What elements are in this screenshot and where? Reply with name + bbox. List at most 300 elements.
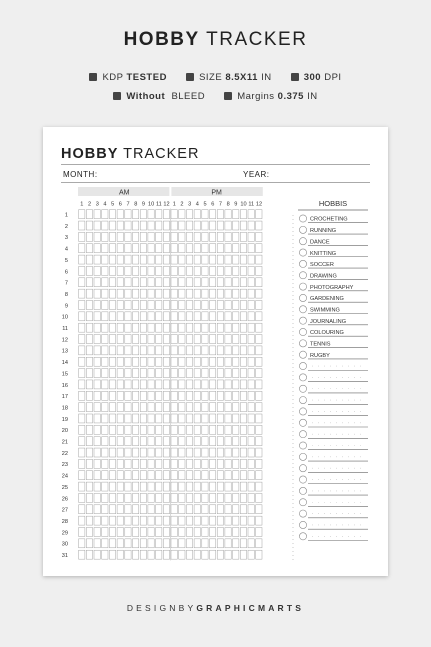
grid-cell	[163, 369, 169, 378]
grid-cell	[217, 437, 223, 446]
grid-cell	[256, 289, 262, 298]
grid-cell	[256, 437, 262, 446]
grid-cell	[94, 448, 100, 457]
grid-cell	[109, 380, 115, 389]
grid-cell	[148, 346, 154, 355]
grid-cell	[133, 437, 139, 446]
grid-cell	[163, 550, 169, 559]
grid-cell	[171, 425, 177, 434]
grid-cell	[179, 346, 185, 355]
day-label: 30	[61, 541, 68, 548]
grid-cell	[233, 414, 239, 423]
grid-cell	[117, 482, 123, 491]
grid-cell	[117, 278, 123, 287]
grid-cell	[117, 335, 123, 344]
grid-cell	[233, 346, 239, 355]
grid-cell	[86, 301, 92, 310]
grid-cell	[79, 323, 85, 332]
hour-label: 8	[134, 201, 138, 208]
grid-cell	[179, 391, 185, 400]
grid-cell	[94, 232, 100, 241]
grid-cell	[225, 528, 231, 537]
grid-cell	[94, 369, 100, 378]
grid-cell	[163, 232, 169, 241]
grid-cell	[194, 437, 200, 446]
hour-label: 5	[203, 201, 207, 208]
grid-cell	[186, 516, 192, 525]
grid-cell	[248, 232, 254, 241]
grid-cell	[210, 335, 216, 344]
grid-cell	[233, 539, 239, 548]
grid-cell	[148, 221, 154, 230]
grid-cell	[125, 232, 131, 241]
day-label: 29	[61, 530, 68, 537]
grid-cell	[233, 528, 239, 537]
grid-cell	[117, 448, 123, 457]
grid-cell	[133, 380, 139, 389]
grid-cell	[186, 414, 192, 423]
grid-cell	[102, 516, 108, 525]
grid-cell	[210, 369, 216, 378]
hour-label: 5	[111, 201, 115, 208]
grid-cell	[86, 335, 92, 344]
grid-cell	[194, 493, 200, 502]
day-label: 8	[64, 291, 68, 298]
grid-cell	[186, 505, 192, 514]
grid-cell	[217, 471, 223, 480]
grid-cell	[179, 528, 185, 537]
grid-cell	[217, 539, 223, 548]
grid-cell	[217, 380, 223, 389]
day-label: 3	[64, 235, 68, 242]
grid-cell	[156, 550, 162, 559]
grid-cell	[125, 459, 131, 468]
grid-cell	[240, 244, 246, 253]
grid-cell	[117, 493, 123, 502]
grid-cell	[102, 312, 108, 321]
grid-cell	[225, 335, 231, 344]
grid-cell	[256, 221, 262, 230]
grid-cell	[186, 403, 192, 412]
grid-cell	[171, 493, 177, 502]
grid-cell	[248, 459, 254, 468]
day-label: 13	[61, 348, 68, 355]
grid-cell	[133, 255, 139, 264]
grid-cell	[179, 232, 185, 241]
grid-cell	[233, 221, 239, 230]
hobby-label: CROCHETING	[310, 216, 348, 223]
grid-cell	[148, 278, 154, 287]
hobby-checkbox-icon	[299, 487, 306, 494]
grid-cell	[171, 505, 177, 514]
grid-cell	[86, 255, 92, 264]
grid-cell	[86, 312, 92, 321]
grid-cell	[163, 459, 169, 468]
hobby-checkbox-icon	[299, 272, 306, 279]
hobby-checkbox-icon	[299, 521, 306, 528]
grid-cell	[117, 232, 123, 241]
grid-cell	[171, 391, 177, 400]
grid-cell	[117, 210, 123, 219]
grid-cell	[233, 448, 239, 457]
hobby-checkbox-icon	[299, 385, 306, 392]
grid-cell	[210, 221, 216, 230]
grid-cell	[125, 391, 131, 400]
grid-cell	[133, 312, 139, 321]
day-label: 15	[61, 371, 68, 378]
grid-cell	[117, 380, 123, 389]
grid-cell	[156, 425, 162, 434]
grid-cell	[256, 357, 262, 366]
grid-cell	[225, 221, 231, 230]
hobby-checkbox-icon	[299, 294, 306, 301]
day-label: 12	[61, 337, 68, 344]
grid-cell	[240, 210, 246, 219]
grid-cell	[225, 244, 231, 253]
grid-cell	[202, 301, 208, 310]
grid-cell	[194, 312, 200, 321]
hobby-checkbox-icon	[299, 465, 306, 472]
grid-cell	[109, 244, 115, 253]
grid-cell	[140, 414, 146, 423]
spec-margins	[224, 91, 317, 102]
grid-cell	[248, 210, 254, 219]
grid-cell	[240, 312, 246, 321]
grid-cell	[210, 539, 216, 548]
grid-cell	[256, 380, 262, 389]
grid-cell	[102, 210, 108, 219]
grid-cell	[163, 448, 169, 457]
grid-cell	[140, 346, 146, 355]
grid-cell	[156, 278, 162, 287]
grid-cell	[233, 312, 239, 321]
grid-cell	[79, 539, 85, 548]
grid-cell	[79, 448, 85, 457]
hobby-checkbox-icon	[299, 431, 306, 438]
grid-cell	[179, 278, 185, 287]
grid-cell	[217, 335, 223, 344]
grid-cell	[240, 493, 246, 502]
grid-cell	[109, 391, 115, 400]
grid-cell	[179, 539, 185, 548]
hour-label: 6	[211, 201, 215, 208]
grid-cell	[217, 493, 223, 502]
grid-cell	[202, 550, 208, 559]
grid-cell	[240, 232, 246, 241]
hobby-label: DANCE	[310, 239, 330, 246]
grid-cell	[117, 539, 123, 548]
grid-cell	[140, 471, 146, 480]
grid-cell	[186, 244, 192, 253]
grid-cell	[156, 255, 162, 264]
grid-cell	[148, 482, 154, 491]
grid-cell	[171, 335, 177, 344]
grid-cell	[109, 357, 115, 366]
hobby-checkbox-icon	[299, 215, 306, 222]
grid-cell	[79, 505, 85, 514]
footer-bold: GRAPHICMARTS	[196, 603, 305, 613]
grid-cell	[225, 301, 231, 310]
grid-cell	[125, 278, 131, 287]
hobby-checkbox-icon	[299, 306, 306, 313]
grid-cell	[210, 255, 216, 264]
grid-cell	[186, 210, 192, 219]
grid-cell	[148, 357, 154, 366]
grid-cell	[109, 516, 115, 525]
grid-cell	[233, 357, 239, 366]
grid-cell	[163, 414, 169, 423]
hobby-checkbox-icon	[299, 476, 306, 483]
grid-cell	[148, 391, 154, 400]
day-label: 5	[64, 257, 68, 264]
grid-cell	[186, 380, 192, 389]
grid-cell	[148, 471, 154, 480]
day-label: 28	[61, 518, 68, 525]
grid-cell	[125, 403, 131, 412]
day-label: 27	[61, 507, 68, 514]
grid-cell	[163, 335, 169, 344]
grid-cell	[117, 459, 123, 468]
hobby-label: SWIMMING	[310, 307, 340, 314]
grid-cell	[125, 289, 131, 298]
grid-cell	[163, 471, 169, 480]
grid-cell	[202, 505, 208, 514]
grid-cell	[109, 289, 115, 298]
grid-cell	[225, 482, 231, 491]
grid-cell	[163, 278, 169, 287]
grid-cell	[133, 244, 139, 253]
day-label: 11	[62, 326, 68, 332]
grid-cell	[148, 335, 154, 344]
grid-cell	[217, 482, 223, 491]
grid-cell	[94, 539, 100, 548]
grid-cell	[210, 232, 216, 241]
grid-cell	[217, 425, 223, 434]
sheet-title-light: TRACKER	[123, 146, 200, 162]
hobby-checkbox-icon	[299, 374, 306, 381]
month-label: MONTH:	[63, 170, 98, 179]
grid-cell	[148, 289, 154, 298]
grid-cell	[86, 414, 92, 423]
grid-cell	[148, 312, 154, 321]
grid-cell	[171, 437, 177, 446]
grid-cell	[140, 448, 146, 457]
grid-cell	[186, 301, 192, 310]
grid-cell	[156, 380, 162, 389]
grid-cell	[194, 335, 200, 344]
grid-cell	[86, 210, 92, 219]
hobby-checkbox-icon	[299, 442, 306, 449]
grid-cell	[217, 369, 223, 378]
day-label: 24	[61, 473, 68, 480]
grid-cell	[109, 482, 115, 491]
grid-cell	[156, 369, 162, 378]
grid-cell	[102, 357, 108, 366]
grid-cell	[125, 301, 131, 310]
spec-kdp	[89, 72, 167, 83]
grid-cell	[79, 357, 85, 366]
grid-cell	[140, 391, 146, 400]
grid-cell	[225, 346, 231, 355]
grid-cell	[94, 335, 100, 344]
grid-cell	[140, 550, 146, 559]
grid-cell	[171, 255, 177, 264]
grid-cell	[163, 425, 169, 434]
grid-cell	[248, 278, 254, 287]
grid-cell	[240, 425, 246, 434]
grid-cell	[133, 301, 139, 310]
grid-cell	[233, 425, 239, 434]
grid-cell	[148, 301, 154, 310]
grid-cell	[140, 232, 146, 241]
hour-label: 9	[141, 201, 146, 208]
grid-cell	[156, 312, 162, 321]
grid-cell	[94, 505, 100, 514]
grid-cell	[186, 471, 192, 480]
grid-cell	[233, 550, 239, 559]
grid-cell	[233, 244, 239, 253]
grid-cell	[140, 380, 146, 389]
grid-cell	[240, 437, 246, 446]
grid-cell	[79, 346, 85, 355]
grid-cell	[240, 369, 246, 378]
grid-cell	[102, 278, 108, 287]
grid-cell	[202, 278, 208, 287]
grid-cell	[179, 437, 185, 446]
grid-cell	[240, 550, 246, 559]
grid-cell	[186, 312, 192, 321]
grid-cell	[163, 391, 169, 400]
grid-cell	[86, 278, 92, 287]
grid-cell	[156, 232, 162, 241]
grid-cell	[117, 255, 123, 264]
grid-cell	[202, 528, 208, 537]
grid-cell	[256, 414, 262, 423]
grid-cell	[240, 505, 246, 514]
grid-cell	[179, 448, 185, 457]
grid-cell	[186, 493, 192, 502]
day-label: 14	[61, 360, 68, 367]
grid-cell	[86, 539, 92, 548]
grid-cell	[156, 471, 162, 480]
grid-cell	[156, 448, 162, 457]
grid-cell	[94, 323, 100, 332]
grid-cell	[148, 528, 154, 537]
day-label: 23	[61, 462, 68, 469]
grid-cell	[202, 244, 208, 253]
grid-cell	[171, 210, 177, 219]
grid-cell	[133, 528, 139, 537]
grid-cell	[202, 448, 208, 457]
grid-cell	[210, 414, 216, 423]
page-title-bold: HOBBY	[123, 29, 200, 50]
grid-cell	[109, 301, 115, 310]
grid-cell	[217, 301, 223, 310]
grid-cell	[163, 380, 169, 389]
day-label: 1	[64, 212, 68, 219]
grid-cell	[217, 391, 223, 400]
grid-cell	[125, 505, 131, 514]
grid-cell	[171, 266, 177, 275]
grid-cell	[217, 312, 223, 321]
grid-cell	[202, 459, 208, 468]
grid-cell	[79, 210, 85, 219]
grid-cell	[148, 266, 154, 275]
grid-cell	[225, 255, 231, 264]
hobby-checkbox-icon	[299, 419, 306, 426]
grid-cell	[125, 357, 131, 366]
grid-cell	[109, 505, 115, 514]
grid-cell	[117, 425, 123, 434]
grid-cell	[102, 221, 108, 230]
grid-cell	[86, 357, 92, 366]
grid-cell	[117, 550, 123, 559]
grid-cell	[86, 232, 92, 241]
day-label: 19	[61, 416, 68, 423]
grid-cell	[133, 482, 139, 491]
day-label: 25	[61, 484, 68, 491]
day-label: 4	[64, 246, 68, 253]
grid-cell	[233, 459, 239, 468]
hour-label: 1	[80, 201, 84, 208]
grid-cell	[133, 459, 139, 468]
grid-cell	[79, 459, 85, 468]
grid-cell	[102, 289, 108, 298]
am-label: AM	[118, 189, 130, 197]
grid-cell	[217, 278, 223, 287]
grid-cell	[109, 403, 115, 412]
grid-cell	[194, 323, 200, 332]
grid-cell	[117, 323, 123, 332]
grid-cell	[171, 301, 177, 310]
grid-cell	[117, 471, 123, 480]
grid-cell	[86, 459, 92, 468]
grid-cell	[233, 301, 239, 310]
grid-cell	[163, 255, 169, 264]
grid-cell	[217, 266, 223, 275]
grid-cell	[233, 369, 239, 378]
grid-cell	[194, 221, 200, 230]
grid-cell	[225, 403, 231, 412]
grid-cell	[210, 380, 216, 389]
spec-bleed	[113, 91, 205, 102]
grid-cell	[217, 210, 223, 219]
grid-cell	[256, 244, 262, 253]
day-label: 10	[61, 314, 68, 321]
grid-cell	[94, 528, 100, 537]
grid-cell	[79, 289, 85, 298]
grid-cell	[256, 266, 262, 275]
grid-cell	[210, 357, 216, 366]
grid-cell	[86, 244, 92, 253]
grid-cell	[225, 493, 231, 502]
spec-kdp-label: KDP	[102, 72, 124, 83]
grid-cell	[156, 210, 162, 219]
grid-cell	[109, 369, 115, 378]
grid-cell	[102, 528, 108, 537]
grid-cell	[210, 244, 216, 253]
hour-label: 1	[172, 201, 176, 208]
grid-cell	[140, 335, 146, 344]
grid-cell	[248, 312, 254, 321]
grid-cell	[256, 459, 262, 468]
grid-cell	[148, 244, 154, 253]
grid-cell	[225, 437, 231, 446]
grid-cell	[94, 459, 100, 468]
grid-cell	[256, 323, 262, 332]
grid-cell	[233, 255, 239, 264]
hobby-label: COLOURING	[310, 330, 344, 337]
